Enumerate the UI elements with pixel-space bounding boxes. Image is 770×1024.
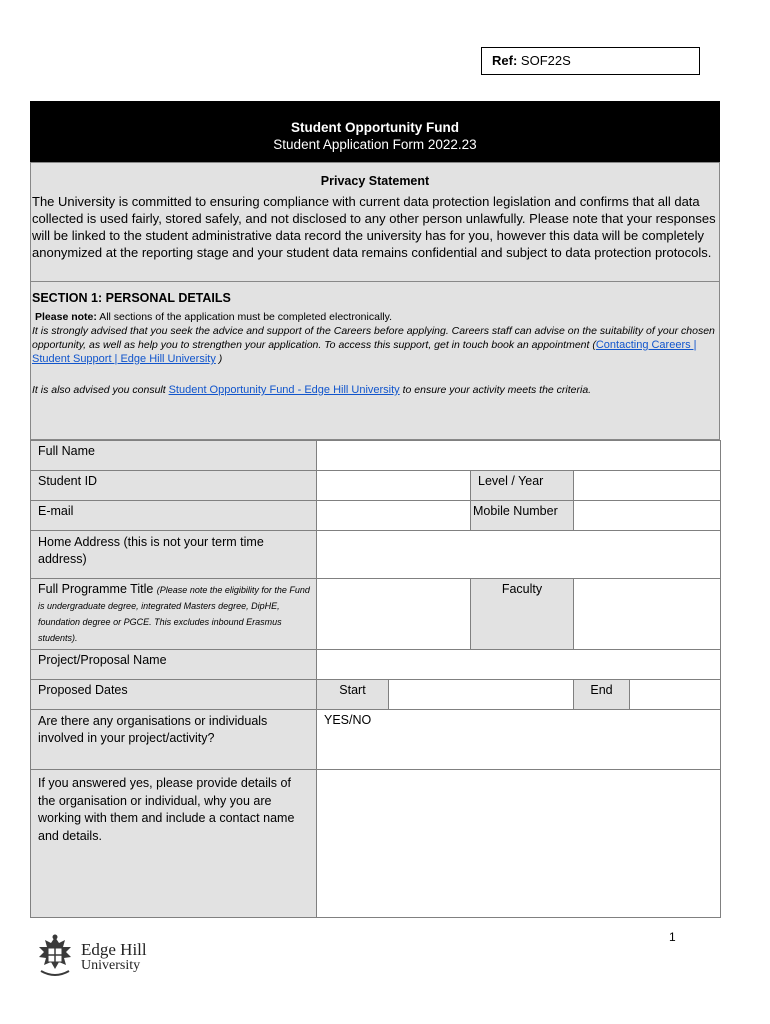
level-year-label: Level / Year [471, 471, 574, 501]
advice-end: ) [215, 353, 223, 365]
start-date-field[interactable] [389, 680, 574, 710]
title-band [30, 101, 720, 162]
logo-line1: Edge Hill [81, 940, 147, 959]
personal-details-table [30, 440, 721, 918]
note-text: All sections of the application must be completed electronically. [99, 311, 392, 323]
full-name-label: Full Name [31, 441, 317, 471]
details-answer-field[interactable] [317, 770, 721, 918]
crest-icon [33, 933, 77, 979]
sof-link[interactable]: Student Opportunity Fund - Edge Hill University [168, 384, 400, 396]
logo-line2: University [81, 958, 141, 973]
section-note [31, 311, 719, 324]
faculty-field[interactable] [574, 579, 721, 650]
privacy-body: The University is committed to ensuring compliance with current data protection legislation and confirms that all data collected is used fairly, stored safely, and not disclosed to any other person unlawfully. Please note that your responses will be linked to the student administrative data record the university has for you, however this data will be completely anonymized at the reporting stage and your student data remains confidential and subject to data protection protocols. [32, 194, 716, 260]
organisations-answer-field[interactable] [317, 710, 721, 770]
student-id-field[interactable] [317, 471, 471, 501]
edge-hill-logo [33, 933, 163, 981]
home-address-field[interactable] [317, 531, 721, 579]
programme-title-text: Full Programme Title [38, 582, 154, 596]
careers-link[interactable]: Contacting Careers | Student Support | Edge Hill University [32, 339, 697, 365]
section-heading: SECTION 1: PERSONAL DETAILS [32, 291, 231, 305]
programme-title-field[interactable] [317, 579, 471, 650]
project-name-label: Project/Proposal Name [31, 650, 317, 680]
mobile-label: Mobile Number [471, 501, 574, 531]
consult-advice [31, 384, 719, 396]
consult-start: It is also advised you consult [32, 384, 169, 396]
careers-advice [31, 324, 719, 366]
page-number: 1 [669, 930, 676, 944]
level-year-field[interactable] [574, 471, 721, 501]
privacy-statement [30, 162, 720, 282]
end-label: End [574, 680, 630, 710]
consult-end: to ensure your activity meets the criteria. [399, 384, 592, 396]
project-name-field[interactable] [317, 650, 721, 680]
organisations-question: Are there any organisations or individuals involved in your project/activity? [31, 710, 317, 770]
details-question: If you answered yes, please provide details of the organisation or individual, why you are working with them and include a contact name and details. [31, 770, 317, 918]
proposed-dates-label: Proposed Dates [31, 680, 317, 710]
email-field[interactable] [317, 501, 471, 531]
end-date-field[interactable] [630, 680, 721, 710]
full-name-field[interactable] [317, 441, 721, 471]
student-id-label: Student ID [31, 471, 317, 501]
form-subtitle: Student Application Form 2022.23 [273, 137, 477, 152]
section-1-intro [30, 282, 720, 440]
ref-value: SOF22S [520, 53, 571, 68]
form-title: Student Opportunity Fund [291, 120, 459, 135]
email-label: E-mail [31, 501, 317, 531]
privacy-heading: Privacy Statement [320, 174, 430, 188]
start-label: Start [317, 680, 389, 710]
programme-title-label [31, 579, 317, 650]
mobile-field[interactable] [574, 501, 721, 531]
programme-note: (Please note the eligibility for the Fund is undergraduate degree, integrated Masters degree, DipHE, foundation degree or PGCE. This excludes inbound Erasmus students). [38, 585, 310, 643]
home-address-label: Home Address (this is not your term time address) [31, 531, 317, 579]
note-label: Please note: [35, 311, 97, 323]
faculty-label: Faculty [471, 579, 574, 650]
ref-box [481, 47, 700, 75]
ref-label: Ref: [492, 53, 518, 68]
yes-no-text: YES/NO [324, 713, 372, 727]
advice-text: It is strongly advised that you seek the advice and support of the Careers before applying. Careers staff can advise on the suitability of your chosen opportunity, as well as help you to strengthen your application. To access this support, get in touch book an appointment ( [32, 325, 715, 351]
